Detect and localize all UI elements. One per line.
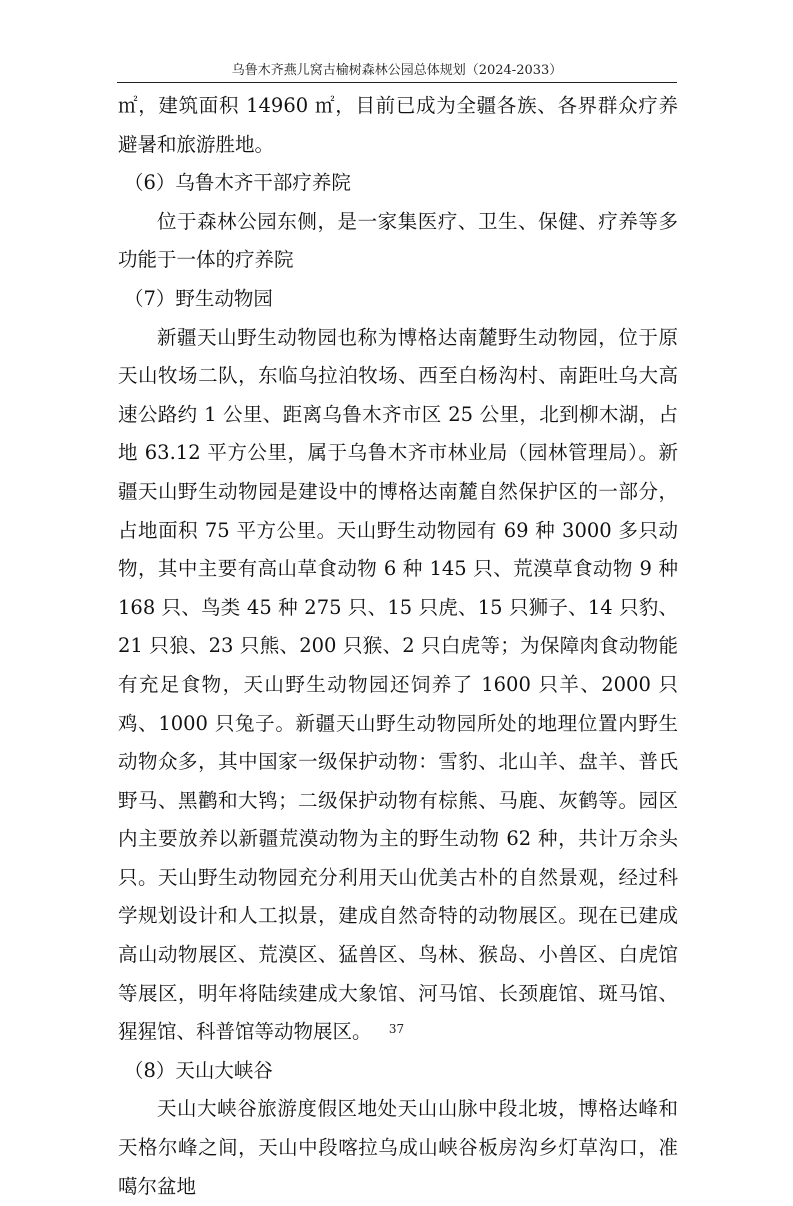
paragraph-continued: ㎡，建筑面积 14960 ㎡，目前已成为全疆各族、各界群众疗养避暑和旅游胜地。 [118, 94, 678, 156]
section-heading-7: （7）野生动物园 [124, 286, 273, 310]
section-heading-6: （6）乌鲁木齐干部疗养院 [124, 171, 351, 195]
header-divider [117, 82, 677, 83]
running-header: 乌鲁木齐燕儿窝古榆树森林公园总体规划（2024-2033） [231, 63, 563, 78]
document-body [118, 87, 678, 1206]
paragraph-sanatorium: 位于森林公园东侧，是一家集医疗、卫生、保健、疗养等多功能于一体的疗养院 [118, 209, 678, 272]
section-heading-8: （8）天山大峡谷 [124, 1058, 273, 1082]
paragraph-tianshan-canyon: 天山大峡谷旅游度假区地处天山山脉中段北坡，博格达峰和天格尔峰之间，天山中段喀拉乌成山峡谷板房沟乡灯草沟口，准噶尔盆地 [118, 1097, 678, 1198]
paragraph-wildlife-park: 新疆天山野生动物园也称为博格达南麓野生动物园，位于原天山牧场二队，东临乌拉泊牧场、西至白杨沟村、南距吐乌大高速公路约 1 公里、距离乌鲁木齐市区 25 公里，北到柳木湖，占地 63.12 平方公里，属于乌鲁木齐市林业局（园林管理局）。新疆天山野生动物园是建设中的博格达南麓自然保护区的一部分，占地面积 75 平方公里。天山野生动物园有 69 种 3000 多只动物，其中主要有高山草食动物 6 种 145 只、荒漠草食动物 9 种 168 只、鸟类 45 种 275 只、15 只虎、15 只狮子、14 只豹、21 只狼、23 只熊、200 只猴、2 只白虎等；为保障肉食动物能有充足食物，天山野生动物园还饲养了 1600 只羊、2000 只鸡、1000 只兔子。新疆天山野生动物园所处的地理位置内野生动物众多，其中国家一级保护动物：雪豹、北山羊、盘羊、普氏野马、黑鹳和大鸨；二级保护动物有棕熊、马鹿、灰鹤等。园区内主要放养以新疆荒漠动物为主的野生动物 62 种，共计万余头只。天山野生动物园充分利用天山优美古朴的自然景观，经过科学规划设计和人工拟景，建成自然奇特的动物展区。现在已建成高山动物展区、荒漠区、猛兽区、鸟林、猴岛、小兽区、白虎馆等展区，明年将陆续建成大象馆、河马馆、长颈鹿馆、斑马馆、猩猩馆、科普馆等动物展区。 [118, 325, 678, 1044]
page-number: 37 [388, 1022, 405, 1036]
